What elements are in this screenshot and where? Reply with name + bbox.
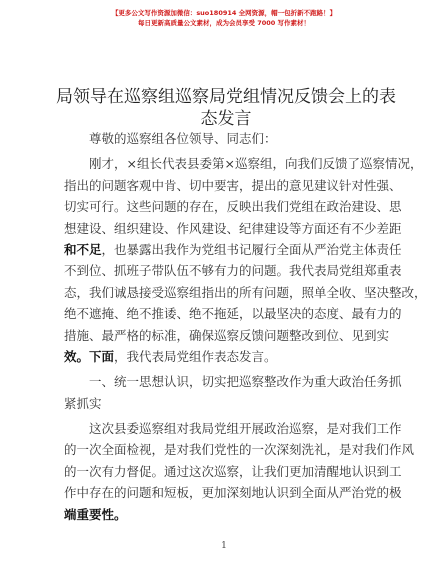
paragraph-line: [64, 346, 390, 367]
paragraph-text: ，我代表局党组作表态发言。: [114, 348, 277, 364]
paragraph-line: 不到位、抓班子带队伍不够有力的问题。我代表局党组郑重表: [64, 263, 402, 279]
paragraph-line: 的一次全面检视，是对我们党性的一次深刻洗礼，是对我们作风: [64, 442, 415, 458]
paragraph-2: [64, 418, 415, 525]
document-title: [50, 86, 402, 130]
paragraph-line: 的一次有力督促。通过这次巡察，让我们更加清醒地认识到工: [64, 463, 402, 479]
salutation: 尊敬的巡察组各位领导、同志们：: [89, 131, 277, 146]
emphasis-text: 和不足: [64, 241, 102, 257]
paragraph-line: [64, 504, 390, 525]
paragraph-line: [64, 239, 402, 260]
emphasis-text: 端重要性。: [64, 506, 127, 522]
paragraph-line: 态，我们诚恳接受巡察组指出的所有问题，照单全收、坚决整改，: [64, 284, 427, 300]
paragraph-1: [64, 153, 427, 367]
promo-banner-line1: 【更多公文写作资源加微信：suo180914 全网资源，帽一包折新不跑路！】: [111, 9, 337, 17]
promo-banner-line2: 每日更新高质量公文素材，成为会员享受 7000 写作素材！: [137, 19, 311, 27]
document-title-line1: 局领导在巡察组巡察局党组情况反馈会上的表: [56, 87, 396, 107]
paragraph-line: 刚才，×组长代表县委第×巡察组，向我们反馈了巡察情况，: [89, 156, 423, 172]
document-body: [64, 128, 427, 525]
paragraph-line: 这次县委巡察组对我局党组开展政治巡察，是对我们工作: [89, 421, 402, 437]
section-heading-line: 紧抓实: [64, 395, 102, 411]
paragraph-line: 想建设、组织建设、作风建设、纪律建设等方面还有不少差距: [64, 220, 402, 236]
paragraph-line: 切实可行。这些问题的存在，反映出我们党组在政治建设、思: [64, 199, 402, 215]
paragraph-text: ，也暴露出我作为党组书记履行全面从严治党主体责任: [101, 241, 402, 257]
promo-banner: [0, 8, 448, 28]
section-heading-line: 一、统一思想认识，切实把巡察整改作为重大政治任务抓: [89, 374, 402, 390]
paragraph-line: 绝不遮掩、绝不推诿、绝不拖延，以最坚决的态度、最有力的: [64, 306, 402, 322]
page-number: 1: [221, 541, 227, 551]
section-heading-1: [64, 371, 402, 414]
emphasis-text: 效。下面: [64, 348, 115, 364]
document-title-line2: 态发言: [200, 109, 252, 129]
paragraph-line: 措施、最严格的标准，确保巡察反馈问题整改到位、见到实: [64, 327, 390, 343]
paragraph-line: 作中存在的问题和短板，更加深刻地认识到全面从严治党的极: [64, 485, 402, 501]
paragraph-line: 指出的问题客观中肯、切中要害，提出的意见建议针对性强、: [64, 177, 402, 193]
